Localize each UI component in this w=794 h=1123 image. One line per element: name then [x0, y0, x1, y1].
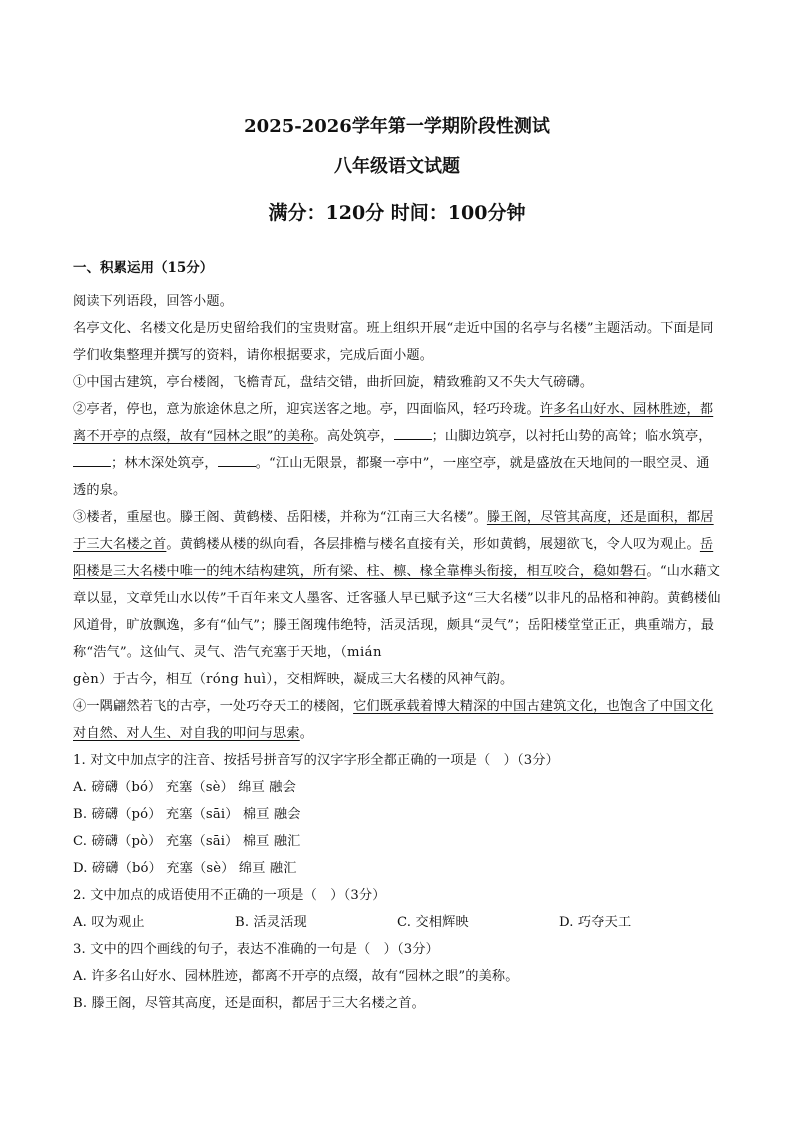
p2-text-c: ；山脚边筑亭，以衬托山势的高耸；临水筑亭，: [431, 429, 712, 444]
intro-line: 阅读下列语段，回答小题。: [73, 294, 234, 309]
question-3-stem: 3. 文中的四个画线的句子，表达不准确的一句是（ ）（3分）: [73, 942, 439, 957]
blank-2: [73, 452, 111, 467]
question-1-stem: 1. 对文中加点字的注音、按括号拼音写的汉字字形全都正确的一项是（ ）（3分）: [73, 753, 559, 768]
blank-1: [394, 425, 432, 440]
question-2-option-c: C. 交相辉映: [397, 915, 469, 930]
p2-text-a: ②亭者，停也，意为旅途休息之所，迎宾送客之地。亭，四面临风，轻巧玲珑。: [73, 402, 540, 417]
p3-text-c: 。“山水藉文章以显，文章凭山水以传”千百年来文人墨客、迁客骚人早已赋予这“三大名楼”以非凡的品格和神韵。黄鹤楼仙风道骨，旷放飘逸，多有“仙气”；滕王阁瑰伟绝特，活灵活现，颇具“灵气”；岳阳楼堂堂正正，典重端方，最称“浩气”。这仙气、灵气、浩气充塞于天地，（: [73, 564, 721, 660]
paragraph-1: ①中国古建筑，亭台楼阁，飞檐青瓦，盘结交错，曲折回旋，精致雅韵又不失大气磅礴。: [73, 375, 594, 390]
pinyin-mian: mián: [346, 645, 383, 660]
blank-3: [218, 452, 256, 467]
question-2-options: [73, 909, 721, 936]
question-2-stem: 2. 文中加点的成语使用不正确的一项是（ ）（3分）: [73, 888, 386, 903]
question-1-option-d: D. 磅礴（bó） 充塞（sè） 绵亘 融汇: [73, 861, 297, 876]
question-1-option-a: A. 磅礴（bó） 充塞（sè） 绵亘 融会: [73, 780, 296, 795]
paragraph-0: 名亭文化、名楼文化是历史留给我们的宝贵财富。班上组织开展“走近中国的名亭与名楼”主题活动。下面是同学们收集整理并撰写的资料，请你根据要求，完成后面小题。: [73, 321, 714, 363]
passage-body: [73, 288, 721, 1017]
score-time-line: 满分：120分 时间：100分钟: [268, 202, 526, 224]
pinyin-ronghui: róng huì: [205, 672, 267, 687]
question-2-option-a: A. 叹为观止: [73, 915, 145, 930]
p3-text-d: ）于古今，相互（: [99, 672, 206, 687]
paragraph-4: [73, 693, 721, 747]
exam-title: 2025-2026学年第一学期阶段性测试: [244, 116, 550, 137]
question-2-option-d: D. 巧夺天工: [559, 915, 632, 930]
underlined-sentence-d: 它们既承载着博大精深的中国古建筑文化，也饱含了中国文化对自然、对人生、对自我的叩问与思索: [73, 699, 714, 741]
p4-text-b: 。: [299, 726, 314, 741]
p3-text-e: ），交相辉映，凝成三大名楼的风神气韵。: [266, 672, 514, 687]
p3-text-a: ③楼者，重屋也。滕王阁、黄鹤楼、岳阳楼，并称为“江南三大名楼”。: [73, 510, 487, 525]
underlined-sentence-b: 滕王阁，尽管其高度，还是面积，都居于三大名楼之首: [73, 510, 714, 552]
question-1-option-b: B. 磅礴（pó） 充塞（sāi） 棉亘 融会: [73, 807, 301, 822]
paragraph-2: [73, 396, 721, 504]
underlined-sentence-c: 岳阳楼是三大名楼中唯一的纯木结构建筑，所有梁、柱、檩、椽全靠榫头衔接，相互咬合，稳如磐石: [73, 537, 714, 579]
exam-subtitle: 八年级语文试题: [334, 156, 460, 177]
p2-text-e: 。“江山无限景，都聚一亭中”，一座空亭，就是盛放在天地间的一眼空灵、通透的泉。: [73, 456, 710, 498]
question-3-option-b: B. 滕王阁，尽管其高度，还是面积，都居于三大名楼之首。: [73, 996, 425, 1011]
underlined-sentence-a: 许多名山好水、园林胜迹，都离不开亭的点缀，故有“园林之眼”的美称: [73, 402, 714, 444]
question-1-option-c: C. 磅礴（pò） 充塞（sāi） 棉亘 融汇: [73, 834, 301, 849]
section-heading: 一、积累运用（15分）: [73, 260, 214, 276]
p4-text-a: ④一隅翩然若飞的古亭，一处巧夺天工的楼阁，: [73, 699, 354, 714]
question-3-option-a: A. 许多名山好水、园林胜迹，都离不开亭的点缀，故有“园林之眼”的美称。: [73, 969, 519, 984]
p3-text-b: 。黄鹤楼从楼的纵向看，各层排檐与楼名直接有关，形如黄鹤，展翅欲飞，令人叹为观止。: [166, 537, 700, 552]
paragraph-3: [73, 504, 721, 693]
question-2-option-b: B. 活灵活现: [235, 915, 307, 930]
p2-text-d: ；林木深处筑亭，: [111, 456, 218, 471]
p2-text-b: 。高处筑亭，: [313, 429, 394, 444]
pinyin-gen: gèn: [73, 672, 100, 687]
